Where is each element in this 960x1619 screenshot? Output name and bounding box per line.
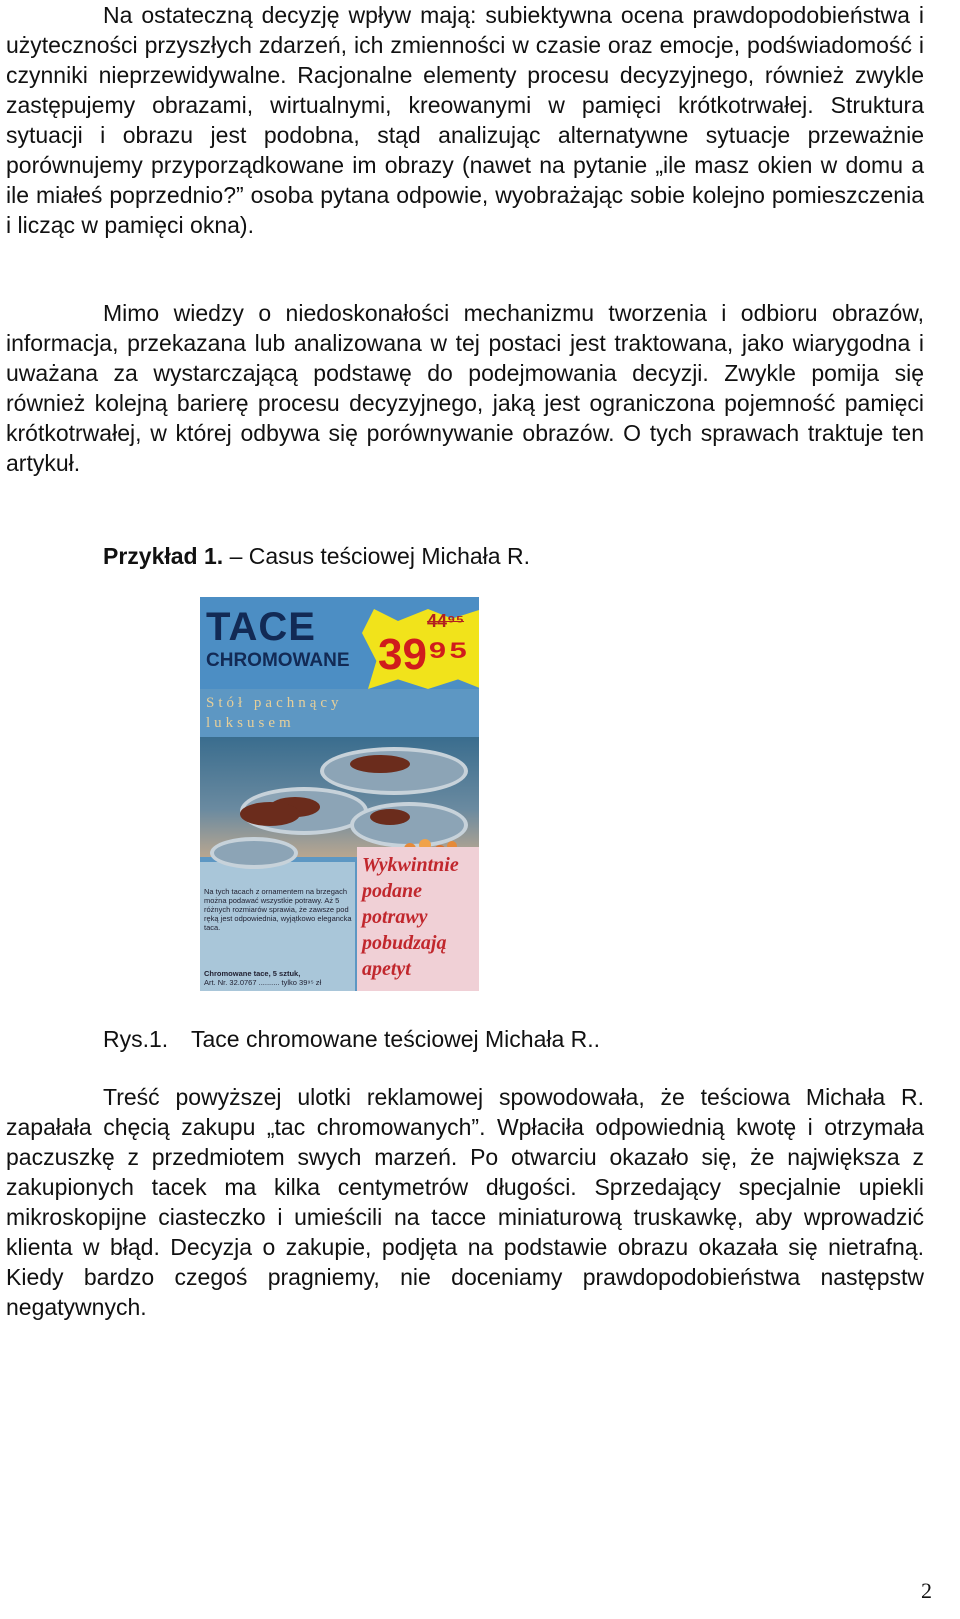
example-title: – Casus teściowej Michała R. [223,543,530,569]
paragraph-3: Treść powyższej ulotki reklamowej spowodowała, że teściowa Michała R. zapałała chęcią zakupu „tac chromowanych”. Wpłaciła odpowiednią kwotę i otrzymała paczuszkę z przedmiotem swych marzeń. Po otwarciu okazało się, że największa z zakupionych tacek ma kilka centymetrów długości. Sprzedający specjalnie upiekli mikroskopijne ciasteczko i umieścili na tacce miniaturową truskawkę, aby wprowadzić klienta w błąd. Decyzja o zakupie, podjęta na podstawie obrazu okazała się nietrafną. Kiedy bardzo czegoś pragniemy, nie doceniamy prawdopodobieństwa następstw negatywnych. [6,1084,924,1320]
figure-number: Rys.1. [103,1026,169,1052]
ad-old-price: 44⁹⁵ [427,611,465,631]
ad-product-number: Art. Nr. 32.0767 .......... tylko 39⁹⁵ zł [204,978,322,987]
ad-pink-text: Wykwintnie podane potrawy pobudzają apetyt [362,854,459,980]
paragraph-2: Mimo wiedzy o niedoskonałości mechanizmu tworzenia i odbioru obrazów, informacja, przekazana lub analizowana w tej postaci jest traktowana, jako wiarygodna i uważana za wystarczającą podstawę do podejmowania decyzji. Zwykle pomija się również kolejną barierę procesu decyzyjnego, jaką jest ograniczona pojemność pamięci krótkotrwałej, w której odbywa się porównywanie obrazów. O tych sprawach traktuje ten artykuł. [6,300,924,476]
food-2 [370,809,410,825]
figure-caption-text: Tace chromowane teściowej Michała R.. [191,1026,601,1052]
ad-title: TACE [206,605,316,649]
figure-caption [103,1024,600,1054]
ad-description: Na tych tacach z ornamentem na brzegach można podawać wszystkie potrawy. Aż 5 różnych rozmiarów sprawia, że zawsze pod ręką jest odpowiednia, wyjątkowo elegancka taca. [204,887,352,932]
food-4 [240,802,300,826]
food-3 [350,755,410,773]
page-number: 2 [921,1578,932,1603]
ad-subtitle: CHROMOWANE [206,650,350,671]
ad-slogan: Stół pachnący luksusem [206,695,343,731]
tray-small [210,837,298,869]
ad-price: 39⁹⁵ [378,630,469,679]
example-label: Przykład 1. [103,543,224,569]
ad-product-info [204,969,354,987]
example-heading [103,541,530,571]
ad-product-name: Chromowane tace, 5 sztuk, [204,969,301,978]
advertisement-image [200,597,479,991]
paragraph-1: Na ostateczną decyzję wpływ mają: subiektywna ocena prawdopodobieństwa i użyteczności przyszłych zdarzeń, ich zmienności w czasie oraz emocje, podświadomość i czynniki nieprzewidywalne. Racjonalne elementy procesu decyzyjnego, również zwykle zastępujemy obrazami, wirtualnymi, kreowanymi w pamięci krótkotrwałej. Struktura sytuacji i obrazu jest podobna, stąd analizując alternatywne sytuacje przeważnie porównujemy przyporządkowane im obrazy (nawet na pytanie „ile masz okien w domu a ile miałeś poprzednio?” osoba pytana odpowie, wyobrażając sobie kolejno pomieszczenia i licząc w pamięci okna). [6,2,924,238]
